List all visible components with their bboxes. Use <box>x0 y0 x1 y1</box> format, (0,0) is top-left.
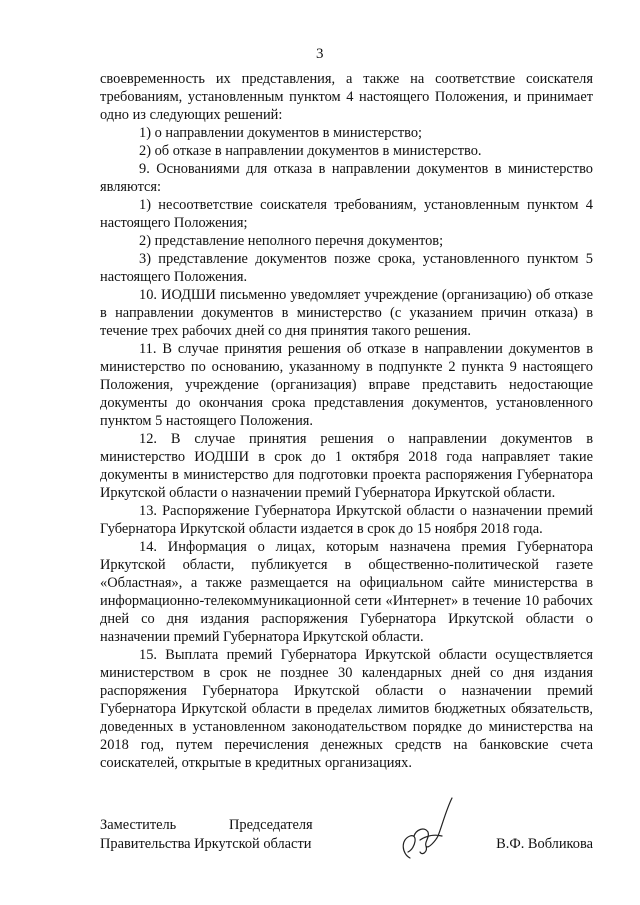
paragraph: 11. В случае принятия решения об отказе в направлении документов в министерство по основанию, указанному в подпункте 2 пункта 9 настоящего Положения, учреждение (организация) вправе представить недостающие документы до окончания срока представления документов, установленного пунктом 5 настоящего Положения. <box>100 341 593 429</box>
signatory-title-word1: Заместитель <box>100 817 177 833</box>
paragraph: 3) представление документов позже срока, установленного пунктом 5 настоящего Положения. <box>100 251 593 285</box>
paragraph: 2) об отказе в направлении документов в министерство. <box>139 143 482 159</box>
paragraph: 10. ИОДШИ письменно уведомляет учреждение (организацию) об отказе в направлении документов в министерство (с указанием причин отказа) в течение трех рабочих дней со дня принятия такого решения. <box>100 287 593 339</box>
paragraph: 15. Выплата премий Губернатора Иркутской области осуществляется министерством в срок не позднее 30 календарных дней со дня издания распоряжения Губернатора Иркутской области о назначении премий Губернатора Иркутской области в пределах лимитов бюджетных обязательств, доведенных в установленном законодательством порядке до министерства на 2018 год, путем перечисления денежных средств на банковские счета соискателей, открытые в кредитных организациях. <box>100 647 593 771</box>
signature-block <box>100 806 593 866</box>
paragraph: 1) несоответствие соискателя требованиям, установленным пунктом 4 настоящего Положения; <box>100 197 593 231</box>
paragraph: 13. Распоряжение Губернатора Иркутской области о назначении премий Губернатора Иркутской области издается в срок до 15 ноября 2018 года. <box>100 503 593 537</box>
signatory-name: В.Ф. Вобликова <box>496 836 593 852</box>
paragraph: 1) о направлении документов в министерство; <box>139 125 423 141</box>
signatory-title-line2: Правительства Иркутской области <box>100 836 312 852</box>
page-number: 3 <box>316 46 324 62</box>
paragraph: 12. В случае принятия решения о направлении документов в министерство ИОДШИ в срок до 1 октября 2018 года направляет такие документы в министерство для подготовки проекта распоряжения Губернатора Иркутской области о назначении премий Губернатора Иркутской области. <box>100 431 593 501</box>
paragraph: 2) представление неполного перечня документов; <box>139 233 444 249</box>
signatory-title-word2: Председателя <box>229 817 313 833</box>
paragraph: своевременность их представления, а также на соответствие соискателя требованиям, установленным пунктом 4 настоящего Положения, и принимает одно из следующих решений: <box>100 71 593 123</box>
paragraph: 14. Информация о лицах, которым назначена премия Губернатора Иркутской области, публикуется в общественно-политической газете «Областная», а также размещается на официальном сайте министерства в информационно-телекоммуникационной сети «Интернет» в течение 10 рабочих дней со дня издания распоряжения Губернатора Иркутской области о назначении премий Губернатора Иркутской области. <box>100 539 593 645</box>
document-body <box>100 70 593 772</box>
paragraph: 9. Основаниями для отказа в направлении документов в министерство являются: <box>100 161 593 195</box>
handwritten-signature <box>380 796 460 866</box>
